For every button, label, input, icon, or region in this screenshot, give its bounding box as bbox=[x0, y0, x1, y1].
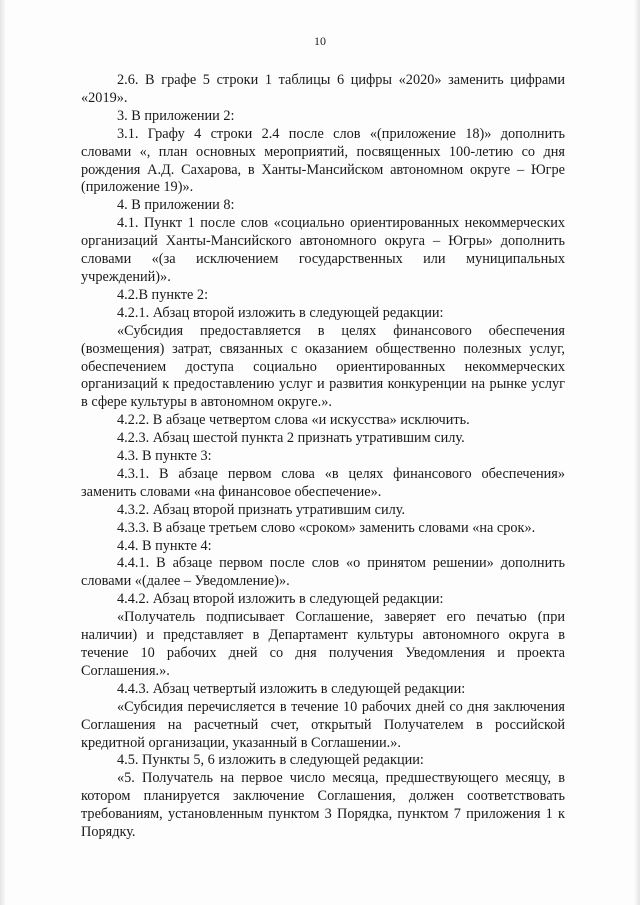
page-edge-left bbox=[0, 0, 6, 905]
paragraph: 4.2.2. В абзаце четвертом слова «и искусства» исключить. bbox=[117, 412, 470, 429]
paragraph: 4. В приложении 8: bbox=[117, 197, 235, 214]
paragraph: «Получатель подписывает Соглашение, заверяет его печатью (при наличии) и представляет в Департамент культуры автономного округа в течение 10 рабочих дней со дня получения Уведомления и проекта Соглашения.». bbox=[81, 609, 565, 679]
paragraph: 3. В приложении 2: bbox=[117, 107, 235, 124]
paragraph: 3.1. Графу 4 строки 2.4 после слов «(приложение 18)» дополнить словами «, план основных мероприятий, посвященных 100-летию со дня рождения А.Д. Сахарова, в Ханты-Мансийском автономном округе – Югре (приложение 19)». bbox=[81, 125, 565, 196]
paragraph: «Субсидия перечисляется в течение 10 рабочих дней со дня заключения Соглашения на расчетный счет, открытый Получателем в российской кредитной организации, указанный в Соглашении.». bbox=[81, 698, 565, 751]
paragraph: 4.3.2. Абзац второй признать утратившим силу. bbox=[117, 501, 406, 518]
document-body bbox=[81, 72, 565, 842]
paragraph: 4.4. В пункте 4: bbox=[117, 537, 212, 554]
paragraph: 4.2.В пункте 2: bbox=[117, 286, 209, 303]
paragraph: 4.3.3. В абзаце третьем слово «сроком» заменить словами «на срок». bbox=[117, 519, 536, 536]
paragraph: 4.2.3. Абзац шестой пункта 2 признать утратившим силу. bbox=[117, 430, 465, 447]
paragraph: 4.4.3. Абзац четвертый изложить в следующей редакции: bbox=[117, 680, 466, 697]
paragraph: 4.3.1. В абзаце первом слова «в целях финансового обеспечения» заменить словами «на финансовое обеспечение». bbox=[81, 465, 565, 500]
paragraph: 2.6. В графе 5 строки 1 таблицы 6 цифры «2020» заменить цифрами «2019». bbox=[81, 72, 565, 106]
paragraph: 4.4.1. В абзаце первом после слов «о принятом решении» дополнить словами «(далее – Уведомление)». bbox=[81, 555, 565, 590]
paragraph: 4.1. Пункт 1 после слов «социально ориентированных некоммерческих организаций Ханты-Мансийского автономного округа – Югры» дополнить словами «(за исключением государственных или муниципальных учреждений)». bbox=[81, 215, 565, 285]
paragraph: «Субсидия предоставляется в целях финансового обеспечения (возмещения) затрат, связанных с оказанием общественно полезных услуг, обеспечением доступа социально ориентированных некоммерческих организаций к предоставлению услуг и развития конкуренции на рынке услуг в сфере культуры в автономном округе.». bbox=[81, 322, 565, 411]
paragraph: 4.3. В пункте 3: bbox=[117, 448, 212, 465]
page-number: 10 bbox=[314, 34, 326, 48]
paragraph: 4.5. Пункты 5, 6 изложить в следующей редакции: bbox=[117, 752, 424, 769]
paragraph: 4.4.2. Абзац второй изложить в следующей редакции: bbox=[117, 591, 444, 608]
page-edge-right bbox=[634, 0, 640, 905]
paragraph: 4.2.1. Абзац второй изложить в следующей редакции: bbox=[117, 304, 444, 321]
paragraph: «5. Получатель на первое число месяца, предшествующего месяцу, в котором планируется заключение Соглашения, должен соответствовать требованиям, установленным пунктом 3 Порядка, пунктом 7 приложения 1 к Порядку. bbox=[81, 770, 565, 841]
